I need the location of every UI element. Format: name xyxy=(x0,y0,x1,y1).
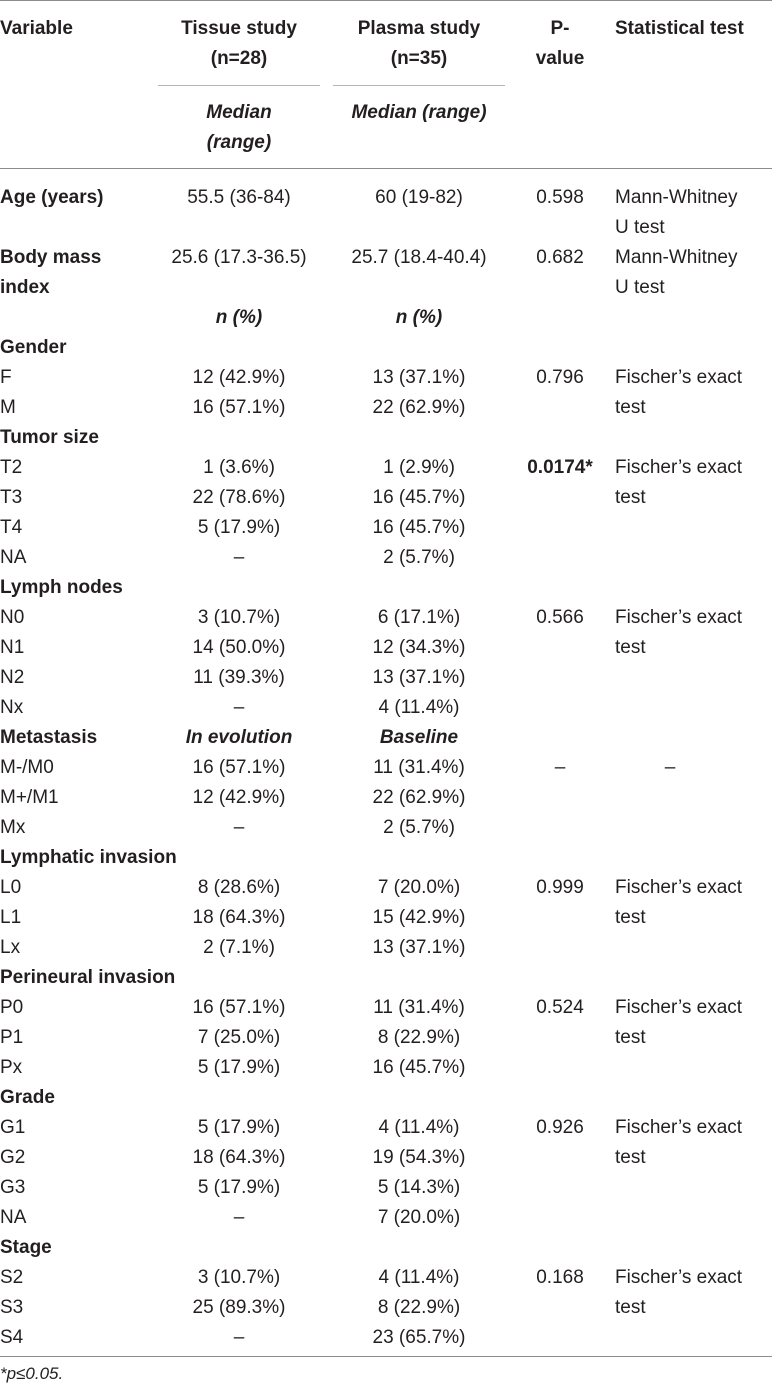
plasma-value: 12 (34.3%) xyxy=(372,637,466,658)
statistical-test: test xyxy=(615,637,646,658)
plasma-value: 13 (37.1%) xyxy=(372,937,466,958)
category-label: NA xyxy=(0,1207,27,1228)
statistical-test: – xyxy=(664,757,676,778)
tissue-value: 5 (17.9%) xyxy=(197,517,281,538)
tissue-value: 11 (39.3%) xyxy=(193,667,285,688)
plasma-value: 11 (31.4%) xyxy=(373,757,465,778)
variable-label: Age (years) xyxy=(0,187,104,208)
plasma-value: 1 (2.9%) xyxy=(383,457,455,478)
statistical-test: Fischer’s exact xyxy=(615,367,743,388)
plasma-value: 6 (17.1%) xyxy=(377,607,461,628)
tissue-value: – xyxy=(233,547,245,568)
plasma-value: 25.7 (18.4-40.4) xyxy=(351,247,487,268)
tissue-value: 18 (64.3%) xyxy=(192,1147,286,1168)
category-label: N2 xyxy=(0,667,25,688)
category-label: S3 xyxy=(0,1297,24,1318)
footnote: *p≤0.05. xyxy=(0,1364,64,1383)
header-pvalue-line1: P- xyxy=(550,18,570,39)
header-plasma-title: Plasma study xyxy=(357,18,481,39)
tissue-value: – xyxy=(233,1207,245,1228)
category-label: Mx xyxy=(0,817,26,838)
category-label: Lx xyxy=(0,937,21,958)
plasma-value: 5 (14.3%) xyxy=(377,1177,461,1198)
group-title: Lymph nodes xyxy=(0,577,123,598)
statistical-test: Fischer’s exact xyxy=(615,997,743,1018)
p-value: 0.524 xyxy=(536,997,584,1018)
category-label: T3 xyxy=(0,487,23,508)
statistical-test: Fischer’s exact xyxy=(615,607,743,628)
statistical-test: Mann-Whitney xyxy=(615,247,738,268)
group-title: Tumor size xyxy=(0,427,99,448)
plasma-value: 4 (11.4%) xyxy=(378,697,460,718)
category-label: M+/M1 xyxy=(0,787,59,808)
category-label: S4 xyxy=(0,1327,24,1348)
median-plasma: Median (range) xyxy=(351,102,487,123)
category-label: F xyxy=(0,367,12,388)
plasma-value: 13 (37.1%) xyxy=(372,367,466,388)
tissue-value: 7 (25.0%) xyxy=(197,1027,281,1048)
statistical-test: U test xyxy=(615,217,665,238)
tissue-value: 3 (10.7%) xyxy=(197,1267,281,1288)
statistical-test: Fischer’s exact xyxy=(615,457,743,478)
category-label: L1 xyxy=(0,907,22,928)
tissue-value: 14 (50.0%) xyxy=(192,637,286,658)
group-title: Metastasis xyxy=(0,727,98,748)
variable-label: Body mass xyxy=(0,247,102,268)
npct-plasma-label: n (%) xyxy=(395,307,443,328)
variable-label: index xyxy=(0,277,50,298)
p-value: – xyxy=(554,757,566,778)
tissue-value: 2 (7.1%) xyxy=(203,937,275,958)
tissue-header-rule xyxy=(158,85,320,86)
statistical-test: test xyxy=(615,1027,646,1048)
tissue-value: 5 (17.9%) xyxy=(197,1057,281,1078)
statistical-test: Mann-Whitney xyxy=(615,187,738,208)
p-value: 0.796 xyxy=(536,367,584,388)
statistical-test: test xyxy=(615,487,646,508)
tissue-value: 25 (89.3%) xyxy=(192,1297,286,1318)
bottom-rule xyxy=(0,1356,772,1357)
statistical-test: Fischer’s exact xyxy=(615,1117,743,1138)
p-value: 0.999 xyxy=(536,877,584,898)
plasma-value: 22 (62.9%) xyxy=(372,787,466,808)
plasma-value: 11 (31.4%) xyxy=(373,997,465,1018)
p-value: 0.0174* xyxy=(527,457,593,478)
plasma-value: 7 (20.0%) xyxy=(377,1207,461,1228)
statistical-test: test xyxy=(615,907,646,928)
plasma-header-rule xyxy=(333,85,505,86)
tissue-value: 25.6 (17.3-36.5) xyxy=(171,247,307,268)
category-label: N1 xyxy=(0,637,25,658)
header-statistical-test: Statistical test xyxy=(615,18,744,39)
header-variable: Variable xyxy=(0,18,73,39)
category-label: P1 xyxy=(0,1027,24,1048)
header-plasma-n: (n=35) xyxy=(390,48,448,69)
p-value: 0.682 xyxy=(536,247,584,268)
plasma-value: 2 (5.7%) xyxy=(383,547,455,568)
tissue-value: – xyxy=(233,1327,245,1348)
tissue-value: 18 (64.3%) xyxy=(192,907,286,928)
header-tissue-n: (n=28) xyxy=(210,48,268,69)
plasma-value: 19 (54.3%) xyxy=(372,1147,466,1168)
statistical-test: test xyxy=(615,1147,646,1168)
category-label: L0 xyxy=(0,877,22,898)
statistical-test: test xyxy=(615,1297,646,1318)
p-value: 0.168 xyxy=(536,1267,584,1288)
category-label: S2 xyxy=(0,1267,24,1288)
tissue-value: 12 (42.9%) xyxy=(192,787,286,808)
category-label: N0 xyxy=(0,607,25,628)
category-label: G3 xyxy=(0,1177,26,1198)
plasma-value: 2 (5.7%) xyxy=(383,817,455,838)
tissue-value: – xyxy=(233,697,245,718)
p-value: 0.566 xyxy=(536,607,584,628)
group-title: Perineural invasion xyxy=(0,967,176,988)
category-label: T4 xyxy=(0,517,23,538)
statistical-test: test xyxy=(615,397,646,418)
category-label: G2 xyxy=(0,1147,26,1168)
plasma-value: 8 (22.9%) xyxy=(377,1027,461,1048)
tissue-value: 1 (3.6%) xyxy=(203,457,275,478)
category-label: M xyxy=(0,397,16,418)
header-pvalue-line2: value xyxy=(535,48,585,69)
group-subheader-tissue: In evolution xyxy=(185,727,293,748)
median-tissue-line2: (range) xyxy=(206,132,272,153)
category-label: M-/M0 xyxy=(0,757,54,778)
tissue-value: 16 (57.1%) xyxy=(192,397,286,418)
tissue-value: 5 (17.9%) xyxy=(197,1177,281,1198)
plasma-value: 13 (37.1%) xyxy=(372,667,466,688)
category-label: Nx xyxy=(0,697,24,718)
plasma-value: 22 (62.9%) xyxy=(372,397,466,418)
tissue-value: 5 (17.9%) xyxy=(197,1117,281,1138)
p-value: 0.598 xyxy=(536,187,584,208)
plasma-value: 16 (45.7%) xyxy=(372,1057,466,1078)
plasma-value: 23 (65.7%) xyxy=(372,1327,466,1348)
statistical-test: Fischer’s exact xyxy=(615,1267,743,1288)
plasma-value: 16 (45.7%) xyxy=(372,487,466,508)
plasma-value: 4 (11.4%) xyxy=(378,1267,460,1288)
header-tissue-title: Tissue study xyxy=(181,18,297,39)
group-subheader-plasma: Baseline xyxy=(379,727,459,748)
category-label: Px xyxy=(0,1057,23,1078)
statistical-test: U test xyxy=(615,277,665,298)
plasma-value: 16 (45.7%) xyxy=(372,517,466,538)
category-label: G1 xyxy=(0,1117,26,1138)
plasma-value: 7 (20.0%) xyxy=(377,877,461,898)
group-title: Stage xyxy=(0,1237,52,1258)
tissue-value: 55.5 (36-84) xyxy=(187,187,291,208)
tissue-value: 3 (10.7%) xyxy=(197,607,281,628)
tissue-value: 16 (57.1%) xyxy=(192,757,286,778)
statistical-test: Fischer’s exact xyxy=(615,877,743,898)
tissue-value: 16 (57.1%) xyxy=(192,997,286,1018)
tissue-value: – xyxy=(233,817,245,838)
median-tissue-line1: Median xyxy=(206,102,272,123)
npct-tissue-label: n (%) xyxy=(215,307,263,328)
header-bottom-rule xyxy=(0,168,772,169)
tissue-value: 8 (28.6%) xyxy=(197,877,281,898)
plasma-value: 60 (19-82) xyxy=(375,187,463,208)
group-title: Lymphatic invasion xyxy=(0,847,177,868)
plasma-value: 8 (22.9%) xyxy=(377,1297,461,1318)
tissue-value: 12 (42.9%) xyxy=(192,367,286,388)
plasma-value: 15 (42.9%) xyxy=(372,907,466,928)
category-label: T2 xyxy=(0,457,23,478)
p-value: 0.926 xyxy=(536,1117,584,1138)
tissue-value: 22 (78.6%) xyxy=(192,487,286,508)
group-title: Gender xyxy=(0,337,67,358)
category-label: P0 xyxy=(0,997,24,1018)
category-label: NA xyxy=(0,547,27,568)
top-rule xyxy=(0,0,772,1)
plasma-value: 4 (11.4%) xyxy=(378,1117,460,1138)
group-title: Grade xyxy=(0,1087,55,1108)
